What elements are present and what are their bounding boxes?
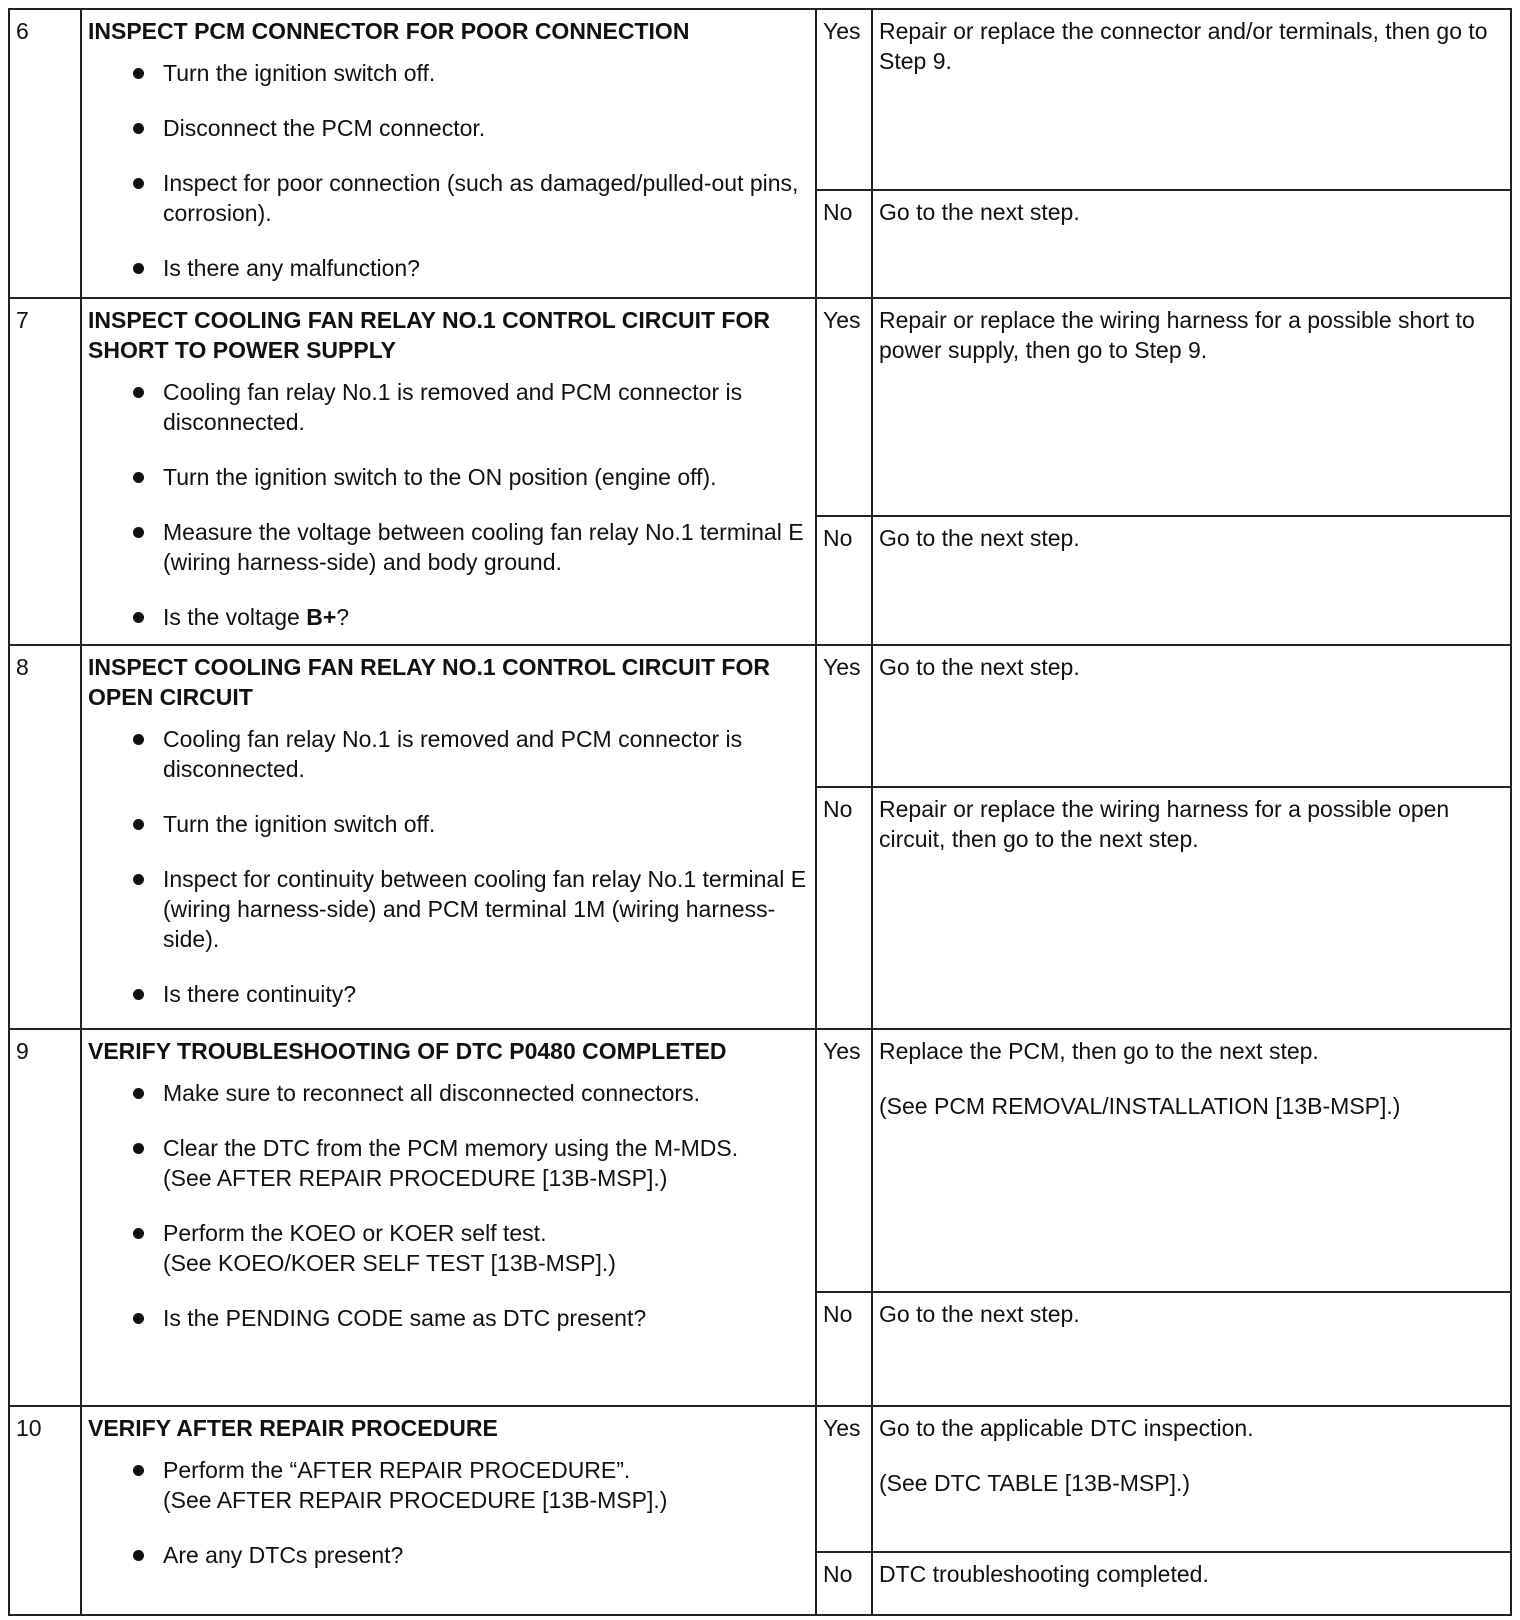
step-9-yes-row	[9, 1029, 1511, 1292]
bullet-item: Perform the KOEO or KOER self test.	[88, 1218, 809, 1248]
step-number: 7	[9, 298, 81, 645]
reference-note: (See AFTER REPAIR PROCEDURE [13B-MSP].)	[163, 1164, 668, 1191]
step-bullets	[88, 58, 809, 283]
troubleshooting-table	[8, 8, 1512, 1616]
yes-result	[872, 298, 1511, 516]
step-bullets	[88, 1540, 809, 1570]
step-bullets	[88, 1218, 809, 1248]
result-text: Go to the next step.	[879, 653, 1080, 680]
bullet-item: Is there any malfunction?	[88, 253, 809, 283]
result-text: Go to the applicable DTC inspection.	[879, 1415, 1254, 1442]
yes-result	[872, 1029, 1511, 1292]
step-title: INSPECT PCM CONNECTOR FOR POOR CONNECTION	[88, 18, 690, 44]
bullet-item: Measure the voltage between cooling fan relay No.1 terminal E (wiring harness-side) and body ground.	[88, 517, 809, 577]
no-result	[872, 516, 1511, 645]
yes-label: Yes	[816, 298, 872, 516]
step-7-yes-row	[9, 298, 1511, 516]
bullet-text: Is the voltage	[163, 604, 307, 631]
no-label: No	[816, 787, 872, 1029]
voltage-value: B+	[306, 604, 337, 631]
bullet-text: ?	[336, 604, 350, 631]
bullet-item: Inspect for continuity between cooling fan relay No.1 terminal E (wiring harness-side) and PCM terminal 1M (wiring harness-side).	[88, 864, 809, 954]
no-result	[872, 1292, 1511, 1407]
no-label: No	[816, 1292, 872, 1407]
step-number: 6	[9, 9, 81, 298]
bullet-item: Turn the ignition switch to the ON position (engine off).	[88, 462, 809, 492]
bullet-item	[88, 602, 809, 632]
step-inspection	[81, 645, 816, 1029]
yes-result	[872, 9, 1511, 190]
yes-label: Yes	[816, 9, 872, 190]
bullet-item: Clear the DTC from the PCM memory using the M-MDS.	[88, 1133, 809, 1163]
yes-result	[872, 1406, 1511, 1552]
bullet-item: Turn the ignition switch off.	[88, 58, 809, 88]
no-label: No	[816, 1552, 872, 1615]
step-6-yes-row	[9, 9, 1511, 190]
no-result	[872, 787, 1511, 1029]
result-text: Go to the next step.	[879, 524, 1080, 551]
step-bullets	[88, 1455, 809, 1485]
step-bullets	[88, 1078, 809, 1163]
result-text: Replace the PCM, then go to the next step.	[879, 1037, 1319, 1064]
bullet-item: Inspect for poor connection (such as damaged/pulled-out pins, corrosion).	[88, 168, 809, 228]
no-result	[872, 1552, 1511, 1615]
reference-note: (See PCM REMOVAL/INSTALLATION [13B-MSP].)	[879, 1092, 1401, 1119]
bullet-item: Cooling fan relay No.1 is removed and PCM connector is disconnected.	[88, 724, 809, 784]
step-8-yes-row	[9, 645, 1511, 787]
step-inspection	[81, 1406, 816, 1615]
bullet-item: Make sure to reconnect all disconnected connectors.	[88, 1078, 809, 1108]
step-inspection	[81, 1029, 816, 1407]
bullet-item: Turn the ignition switch off.	[88, 809, 809, 839]
step-bullets	[88, 377, 809, 632]
bullet-item: Is there continuity?	[88, 979, 809, 1009]
step-number: 8	[9, 645, 81, 1029]
reference-note: (See AFTER REPAIR PROCEDURE [13B-MSP].)	[163, 1487, 668, 1514]
no-label: No	[816, 516, 872, 645]
bullet-item: Is the PENDING CODE same as DTC present?	[88, 1303, 809, 1333]
step-title: INSPECT COOLING FAN RELAY NO.1 CONTROL CIRCUIT FOR SHORT TO POWER SUPPLY	[88, 307, 770, 364]
bullet-item: Perform the “AFTER REPAIR PROCEDURE”.	[88, 1455, 809, 1485]
step-title: VERIFY AFTER REPAIR PROCEDURE	[88, 1415, 498, 1442]
result-text: Go to the next step.	[879, 199, 1080, 226]
step-title: INSPECT COOLING FAN RELAY NO.1 CONTROL CIRCUIT FOR OPEN CIRCUIT	[88, 653, 770, 710]
step-number: 10	[9, 1406, 81, 1615]
yes-label: Yes	[816, 1406, 872, 1552]
yes-label: Yes	[816, 645, 872, 787]
step-number: 9	[9, 1029, 81, 1407]
yes-result	[872, 645, 1511, 787]
no-label: No	[816, 190, 872, 298]
result-text: Repair or replace the wiring harness for a possible open circuit, then go to the next step.	[879, 795, 1450, 852]
bullet-item: Disconnect the PCM connector.	[88, 113, 809, 143]
step-inspection	[81, 9, 816, 298]
result-text: Repair or replace the wiring harness for a possible short to power supply, then go to Step 9.	[879, 307, 1475, 364]
reference-note: (See DTC TABLE [13B-MSP].)	[879, 1470, 1191, 1497]
bullet-item: Are any DTCs present?	[88, 1540, 809, 1570]
yes-label: Yes	[816, 1029, 872, 1292]
bullet-item: Cooling fan relay No.1 is removed and PCM connector is disconnected.	[88, 377, 809, 437]
result-text: DTC troubleshooting completed.	[879, 1561, 1209, 1588]
no-result	[872, 190, 1511, 298]
step-title: VERIFY TROUBLESHOOTING OF DTC P0480 COMPLETED	[88, 1037, 727, 1064]
result-text: Repair or replace the connector and/or terminals, then go to Step 9.	[879, 18, 1488, 74]
step-10-yes-row	[9, 1406, 1511, 1552]
step-bullets	[88, 724, 809, 1009]
result-text: Go to the next step.	[879, 1300, 1080, 1327]
step-bullets	[88, 1303, 809, 1333]
reference-note: (See KOEO/KOER SELF TEST [13B-MSP].)	[163, 1249, 616, 1276]
step-inspection	[81, 298, 816, 645]
